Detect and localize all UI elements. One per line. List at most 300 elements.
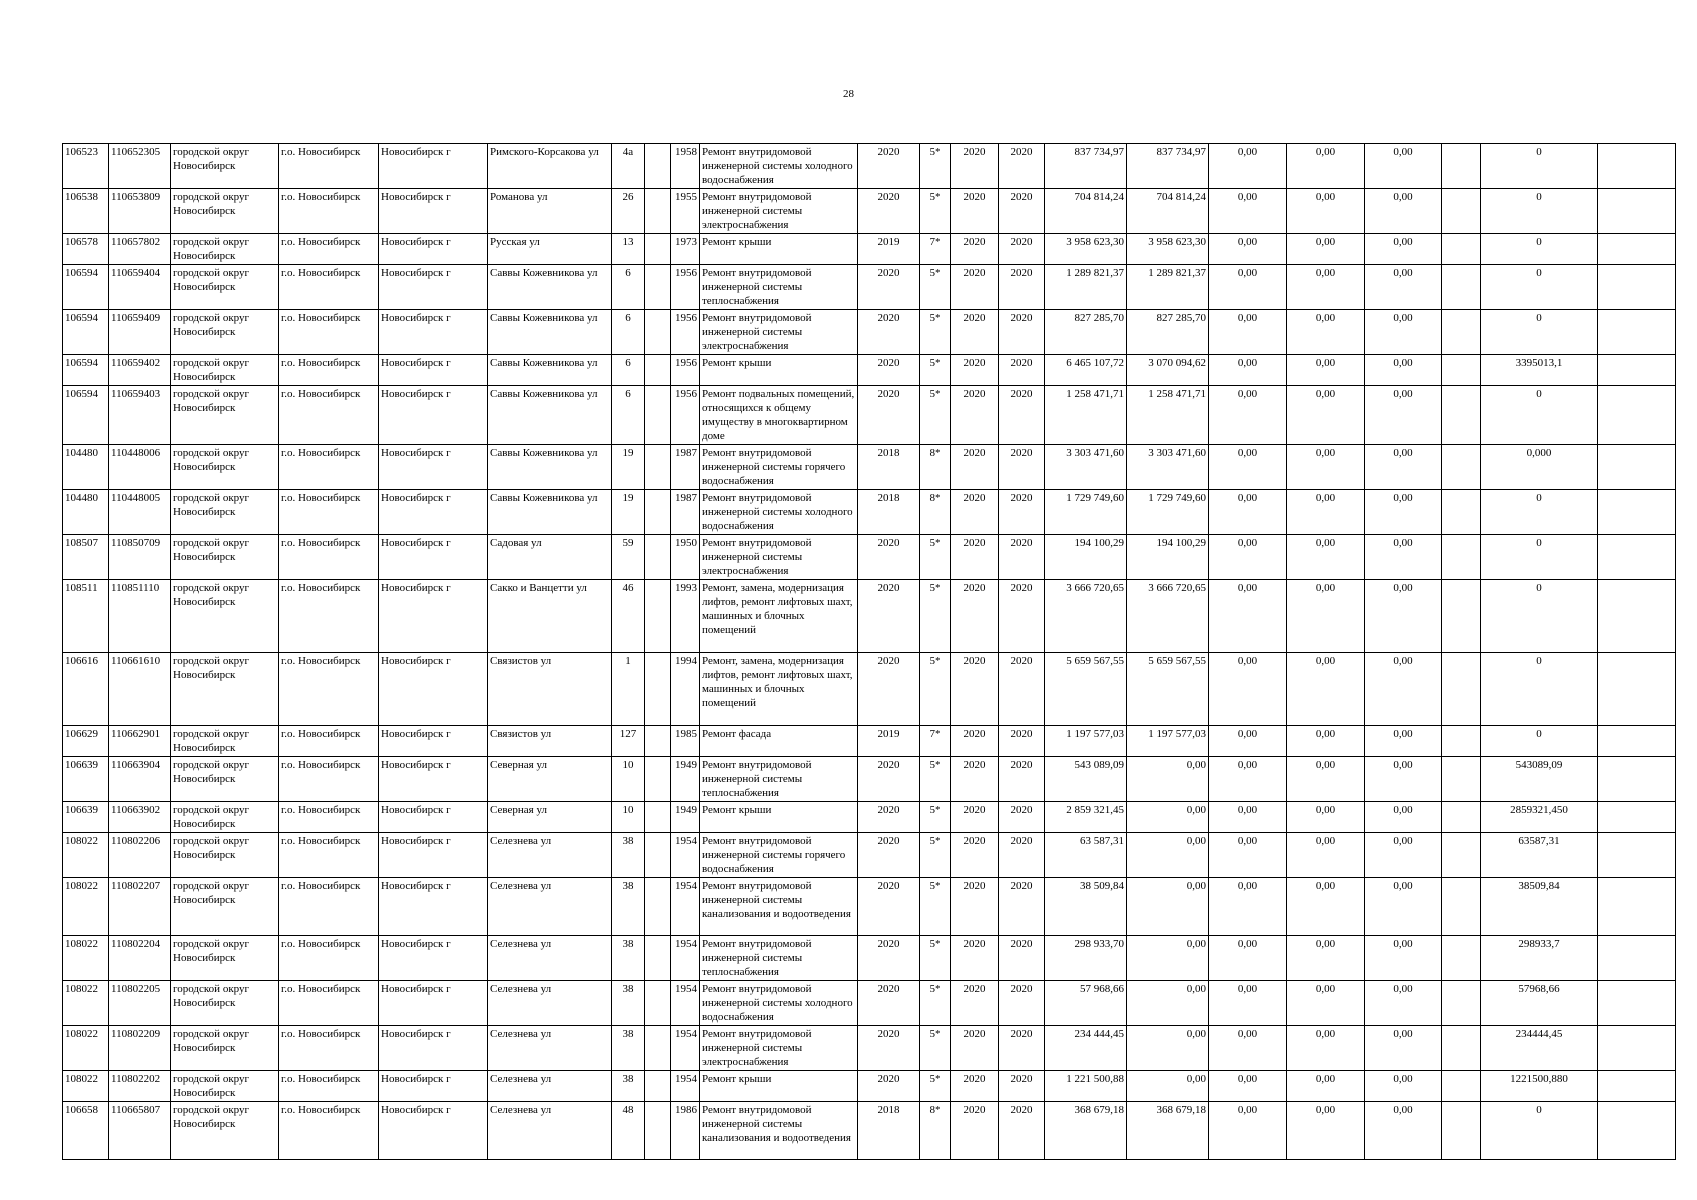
- empty-cell: [1442, 310, 1481, 355]
- municipality-cell: городской округ Новосибирск: [171, 726, 279, 757]
- priority-cell: 5*: [920, 981, 951, 1026]
- end-year-cell: 2020: [999, 580, 1045, 653]
- empty-cell: [1442, 265, 1481, 310]
- work-type-cell: Ремонт внутридомовой инженерной системы холодного водоснабжения: [700, 144, 858, 189]
- house-cell: 38: [612, 981, 645, 1026]
- plan-year-cell: 2020: [858, 310, 920, 355]
- district-cell: г.о. Новосибирск: [279, 936, 379, 981]
- table-row: [63, 726, 1676, 757]
- start-year-cell: 2020: [951, 265, 999, 310]
- work-type-cell: Ремонт внутридомовой инженерной системы электроснабжения: [700, 189, 858, 234]
- total-cost-cell: 543 089,09: [1045, 757, 1127, 802]
- priority-cell: 5*: [920, 1026, 951, 1071]
- end-year-cell: 2020: [999, 802, 1045, 833]
- regional-cell: 0,00: [1287, 936, 1365, 981]
- empty-cell: [1598, 310, 1676, 355]
- street-cell: Селезнева ул: [488, 981, 612, 1026]
- code-cell: 110653809: [109, 189, 171, 234]
- municipality-cell: городской округ Новосибирск: [171, 234, 279, 265]
- municipality-cell: городской округ Новосибирск: [171, 981, 279, 1026]
- empty-cell: [1442, 144, 1481, 189]
- municipality-cell: городской округ Новосибирск: [171, 490, 279, 535]
- federal-cell: 0,00: [1209, 386, 1287, 445]
- total-cost-cell: 827 285,70: [1045, 310, 1127, 355]
- start-year-cell: 2020: [951, 490, 999, 535]
- street-cell: Садовая ул: [488, 535, 612, 580]
- house-cell: 38: [612, 936, 645, 981]
- record-id-cell: 106639: [63, 802, 109, 833]
- plan-year-cell: 2018: [858, 445, 920, 490]
- year-cell: 1949: [671, 757, 700, 802]
- federal-cell: 0,00: [1209, 1071, 1287, 1102]
- building-cell: [645, 355, 671, 386]
- street-cell: Саввы Кожевникова ул: [488, 265, 612, 310]
- end-year-cell: 2020: [999, 189, 1045, 234]
- start-year-cell: 2020: [951, 535, 999, 580]
- record-id-cell: 108022: [63, 981, 109, 1026]
- building-cell: [645, 234, 671, 265]
- municipality-cell: городской округ Новосибирск: [171, 653, 279, 726]
- district-cell: г.о. Новосибирск: [279, 1026, 379, 1071]
- empty-cell: [1598, 726, 1676, 757]
- work-type-cell: Ремонт крыши: [700, 802, 858, 833]
- priority-cell: 5*: [920, 189, 951, 234]
- table-row: [63, 144, 1676, 189]
- code-cell: 110663902: [109, 802, 171, 833]
- local-cell: 0,00: [1365, 726, 1442, 757]
- end-year-cell: 2020: [999, 445, 1045, 490]
- empty-cell: [1442, 1026, 1481, 1071]
- record-id-cell: 108022: [63, 1026, 109, 1071]
- year-cell: 1955: [671, 189, 700, 234]
- district-cell: г.о. Новосибирск: [279, 653, 379, 726]
- owners-cell: 0: [1481, 1102, 1598, 1160]
- table-row: [63, 445, 1676, 490]
- building-cell: [645, 653, 671, 726]
- street-cell: Римского-Корсакова ул: [488, 144, 612, 189]
- federal-cell: 0,00: [1209, 981, 1287, 1026]
- street-cell: Северная ул: [488, 757, 612, 802]
- empty-cell: [1442, 445, 1481, 490]
- building-cell: [645, 802, 671, 833]
- district-cell: г.о. Новосибирск: [279, 355, 379, 386]
- record-id-cell: 108022: [63, 833, 109, 878]
- start-year-cell: 2020: [951, 833, 999, 878]
- city-cell: Новосибирск г: [379, 802, 488, 833]
- municipality-cell: городской округ Новосибирск: [171, 833, 279, 878]
- regional-cell: 0,00: [1287, 802, 1365, 833]
- empty-cell: [1598, 936, 1676, 981]
- code-cell: 110662901: [109, 726, 171, 757]
- work-type-cell: Ремонт внутридомовой инженерной системы канализования и водоотведения: [700, 1102, 858, 1160]
- city-cell: Новосибирск г: [379, 144, 488, 189]
- local-cell: 0,00: [1365, 189, 1442, 234]
- start-year-cell: 2020: [951, 234, 999, 265]
- house-cell: 10: [612, 802, 645, 833]
- work-type-cell: Ремонт внутридомовой инженерной системы теплоснабжения: [700, 936, 858, 981]
- local-cell: 0,00: [1365, 265, 1442, 310]
- plan-year-cell: 2020: [858, 653, 920, 726]
- fund-cost-cell: 3 666 720,65: [1127, 580, 1209, 653]
- plan-year-cell: 2020: [858, 386, 920, 445]
- total-cost-cell: 1 289 821,37: [1045, 265, 1127, 310]
- fund-cost-cell: 0,00: [1127, 833, 1209, 878]
- municipality-cell: городской округ Новосибирск: [171, 310, 279, 355]
- regional-cell: 0,00: [1287, 1102, 1365, 1160]
- fund-cost-cell: 1 289 821,37: [1127, 265, 1209, 310]
- year-cell: 1954: [671, 981, 700, 1026]
- house-cell: 38: [612, 878, 645, 936]
- record-id-cell: 106658: [63, 1102, 109, 1160]
- owners-cell: 1221500,880: [1481, 1071, 1598, 1102]
- street-cell: Связистов ул: [488, 726, 612, 757]
- federal-cell: 0,00: [1209, 580, 1287, 653]
- regional-cell: 0,00: [1287, 981, 1365, 1026]
- street-cell: Селезнева ул: [488, 1071, 612, 1102]
- street-cell: Сакко и Ванцетти ул: [488, 580, 612, 653]
- priority-cell: 8*: [920, 1102, 951, 1160]
- municipality-cell: городской округ Новосибирск: [171, 1026, 279, 1071]
- priority-cell: 5*: [920, 833, 951, 878]
- federal-cell: 0,00: [1209, 802, 1287, 833]
- end-year-cell: 2020: [999, 1102, 1045, 1160]
- street-cell: Романова ул: [488, 189, 612, 234]
- owners-cell: 0: [1481, 234, 1598, 265]
- municipality-cell: городской округ Новосибирск: [171, 1071, 279, 1102]
- code-cell: 110652305: [109, 144, 171, 189]
- year-cell: 1994: [671, 653, 700, 726]
- empty-cell: [1598, 833, 1676, 878]
- start-year-cell: 2020: [951, 445, 999, 490]
- plan-year-cell: 2020: [858, 833, 920, 878]
- table-row: [63, 535, 1676, 580]
- total-cost-cell: 194 100,29: [1045, 535, 1127, 580]
- municipality-cell: городской округ Новосибирск: [171, 802, 279, 833]
- year-cell: 1954: [671, 833, 700, 878]
- work-type-cell: Ремонт внутридомовой инженерной системы холодного водоснабжения: [700, 981, 858, 1026]
- regional-cell: 0,00: [1287, 757, 1365, 802]
- empty-cell: [1442, 234, 1481, 265]
- municipality-cell: городской округ Новосибирск: [171, 265, 279, 310]
- building-cell: [645, 1071, 671, 1102]
- record-id-cell: 106523: [63, 144, 109, 189]
- house-cell: 26: [612, 189, 645, 234]
- record-id-cell: 106629: [63, 726, 109, 757]
- start-year-cell: 2020: [951, 1026, 999, 1071]
- end-year-cell: 2020: [999, 310, 1045, 355]
- local-cell: 0,00: [1365, 802, 1442, 833]
- federal-cell: 0,00: [1209, 535, 1287, 580]
- table-row: [63, 490, 1676, 535]
- municipality-cell: городской округ Новосибирск: [171, 1102, 279, 1160]
- federal-cell: 0,00: [1209, 490, 1287, 535]
- plan-year-cell: 2019: [858, 726, 920, 757]
- regional-cell: 0,00: [1287, 1026, 1365, 1071]
- priority-cell: 5*: [920, 878, 951, 936]
- federal-cell: 0,00: [1209, 234, 1287, 265]
- empty-cell: [1598, 1102, 1676, 1160]
- table-row: [63, 936, 1676, 981]
- building-cell: [645, 1102, 671, 1160]
- code-cell: 110851110: [109, 580, 171, 653]
- empty-cell: [1442, 189, 1481, 234]
- code-cell: 110659409: [109, 310, 171, 355]
- city-cell: Новосибирск г: [379, 757, 488, 802]
- work-type-cell: Ремонт подвальных помещений, относящихся к общему имуществу в многоквартирном доме: [700, 386, 858, 445]
- year-cell: 1954: [671, 936, 700, 981]
- record-id-cell: 106594: [63, 310, 109, 355]
- plan-year-cell: 2020: [858, 189, 920, 234]
- district-cell: г.о. Новосибирск: [279, 981, 379, 1026]
- plan-year-cell: 2020: [858, 757, 920, 802]
- regional-cell: 0,00: [1287, 144, 1365, 189]
- district-cell: г.о. Новосибирск: [279, 310, 379, 355]
- start-year-cell: 2020: [951, 580, 999, 653]
- record-id-cell: 108022: [63, 1071, 109, 1102]
- priority-cell: 5*: [920, 355, 951, 386]
- work-type-cell: Ремонт внутридомовой инженерной системы холодного водоснабжения: [700, 490, 858, 535]
- start-year-cell: 2020: [951, 981, 999, 1026]
- district-cell: г.о. Новосибирск: [279, 726, 379, 757]
- year-cell: 1956: [671, 265, 700, 310]
- record-id-cell: 106594: [63, 355, 109, 386]
- plan-year-cell: 2020: [858, 535, 920, 580]
- empty-cell: [1598, 981, 1676, 1026]
- district-cell: г.о. Новосибирск: [279, 802, 379, 833]
- plan-year-cell: 2020: [858, 936, 920, 981]
- end-year-cell: 2020: [999, 1026, 1045, 1071]
- city-cell: Новосибирск г: [379, 1026, 488, 1071]
- plan-year-cell: 2020: [858, 580, 920, 653]
- fund-cost-cell: 0,00: [1127, 936, 1209, 981]
- table-row: [63, 757, 1676, 802]
- fund-cost-cell: 837 734,97: [1127, 144, 1209, 189]
- code-cell: 110661610: [109, 653, 171, 726]
- empty-cell: [1598, 490, 1676, 535]
- city-cell: Новосибирск г: [379, 310, 488, 355]
- end-year-cell: 2020: [999, 234, 1045, 265]
- owners-cell: 234444,45: [1481, 1026, 1598, 1071]
- fund-cost-cell: 0,00: [1127, 878, 1209, 936]
- table-row: [63, 1071, 1676, 1102]
- end-year-cell: 2020: [999, 386, 1045, 445]
- empty-cell: [1598, 580, 1676, 653]
- regional-cell: 0,00: [1287, 535, 1365, 580]
- total-cost-cell: 298 933,70: [1045, 936, 1127, 981]
- empty-cell: [1442, 653, 1481, 726]
- total-cost-cell: 3 666 720,65: [1045, 580, 1127, 653]
- table-row: [63, 189, 1676, 234]
- owners-cell: 0,000: [1481, 445, 1598, 490]
- owners-cell: 0: [1481, 189, 1598, 234]
- city-cell: Новосибирск г: [379, 445, 488, 490]
- district-cell: г.о. Новосибирск: [279, 1102, 379, 1160]
- fund-cost-cell: 194 100,29: [1127, 535, 1209, 580]
- code-cell: 110659404: [109, 265, 171, 310]
- district-cell: г.о. Новосибирск: [279, 445, 379, 490]
- priority-cell: 5*: [920, 802, 951, 833]
- empty-cell: [1598, 802, 1676, 833]
- plan-year-cell: 2020: [858, 144, 920, 189]
- building-cell: [645, 445, 671, 490]
- federal-cell: 0,00: [1209, 878, 1287, 936]
- local-cell: 0,00: [1365, 1026, 1442, 1071]
- empty-cell: [1598, 386, 1676, 445]
- regional-cell: 0,00: [1287, 234, 1365, 265]
- fund-cost-cell: 827 285,70: [1127, 310, 1209, 355]
- plan-year-cell: 2020: [858, 355, 920, 386]
- record-id-cell: 108511: [63, 580, 109, 653]
- city-cell: Новосибирск г: [379, 535, 488, 580]
- municipality-cell: городской округ Новосибирск: [171, 757, 279, 802]
- empty-cell: [1598, 265, 1676, 310]
- end-year-cell: 2020: [999, 936, 1045, 981]
- work-type-cell: Ремонт крыши: [700, 1071, 858, 1102]
- regional-cell: 0,00: [1287, 1071, 1365, 1102]
- year-cell: 1954: [671, 878, 700, 936]
- plan-year-cell: 2020: [858, 802, 920, 833]
- fund-cost-cell: 1 197 577,03: [1127, 726, 1209, 757]
- empty-cell: [1598, 189, 1676, 234]
- owners-cell: 0: [1481, 726, 1598, 757]
- empty-cell: [1442, 878, 1481, 936]
- work-type-cell: Ремонт фасада: [700, 726, 858, 757]
- regional-cell: 0,00: [1287, 355, 1365, 386]
- owners-cell: 2859321,450: [1481, 802, 1598, 833]
- end-year-cell: 2020: [999, 144, 1045, 189]
- city-cell: Новосибирск г: [379, 936, 488, 981]
- code-cell: 110659403: [109, 386, 171, 445]
- building-cell: [645, 535, 671, 580]
- code-cell: 110665807: [109, 1102, 171, 1160]
- house-cell: 6: [612, 265, 645, 310]
- fund-cost-cell: 0,00: [1127, 757, 1209, 802]
- house-cell: 46: [612, 580, 645, 653]
- table-row: [63, 265, 1676, 310]
- empty-cell: [1442, 757, 1481, 802]
- regional-cell: 0,00: [1287, 265, 1365, 310]
- empty-cell: [1598, 757, 1676, 802]
- empty-cell: [1598, 1071, 1676, 1102]
- table-row: [63, 355, 1676, 386]
- district-cell: г.о. Новосибирск: [279, 144, 379, 189]
- municipality-cell: городской округ Новосибирск: [171, 144, 279, 189]
- federal-cell: 0,00: [1209, 1026, 1287, 1071]
- code-cell: 110802205: [109, 981, 171, 1026]
- priority-cell: 7*: [920, 234, 951, 265]
- building-cell: [645, 1026, 671, 1071]
- priority-cell: 5*: [920, 653, 951, 726]
- street-cell: Саввы Кожевникова ул: [488, 490, 612, 535]
- code-cell: 110659402: [109, 355, 171, 386]
- fund-cost-cell: 3 958 623,30: [1127, 234, 1209, 265]
- street-cell: Селезнева ул: [488, 1026, 612, 1071]
- total-cost-cell: 1 258 471,71: [1045, 386, 1127, 445]
- district-cell: г.о. Новосибирск: [279, 833, 379, 878]
- building-cell: [645, 265, 671, 310]
- building-cell: [645, 833, 671, 878]
- federal-cell: 0,00: [1209, 757, 1287, 802]
- year-cell: 1993: [671, 580, 700, 653]
- table-body: [63, 144, 1676, 1160]
- total-cost-cell: 1 221 500,88: [1045, 1071, 1127, 1102]
- local-cell: 0,00: [1365, 833, 1442, 878]
- federal-cell: 0,00: [1209, 445, 1287, 490]
- house-cell: 127: [612, 726, 645, 757]
- empty-cell: [1442, 535, 1481, 580]
- priority-cell: 8*: [920, 490, 951, 535]
- regional-cell: 0,00: [1287, 653, 1365, 726]
- end-year-cell: 2020: [999, 1071, 1045, 1102]
- code-cell: 110850709: [109, 535, 171, 580]
- local-cell: 0,00: [1365, 981, 1442, 1026]
- empty-cell: [1598, 144, 1676, 189]
- district-cell: г.о. Новосибирск: [279, 234, 379, 265]
- code-cell: 110663904: [109, 757, 171, 802]
- year-cell: 1985: [671, 726, 700, 757]
- district-cell: г.о. Новосибирск: [279, 490, 379, 535]
- owners-cell: 57968,66: [1481, 981, 1598, 1026]
- empty-cell: [1442, 490, 1481, 535]
- end-year-cell: 2020: [999, 490, 1045, 535]
- total-cost-cell: 1 729 749,60: [1045, 490, 1127, 535]
- code-cell: 110802206: [109, 833, 171, 878]
- table-row: [63, 653, 1676, 726]
- work-type-cell: Ремонт внутридомовой инженерной системы теплоснабжения: [700, 757, 858, 802]
- federal-cell: 0,00: [1209, 833, 1287, 878]
- total-cost-cell: 368 679,18: [1045, 1102, 1127, 1160]
- total-cost-cell: 63 587,31: [1045, 833, 1127, 878]
- owners-cell: 63587,31: [1481, 833, 1598, 878]
- building-cell: [645, 490, 671, 535]
- start-year-cell: 2020: [951, 1102, 999, 1160]
- priority-cell: 5*: [920, 757, 951, 802]
- owners-cell: 0: [1481, 490, 1598, 535]
- local-cell: 0,00: [1365, 1071, 1442, 1102]
- total-cost-cell: 704 814,24: [1045, 189, 1127, 234]
- city-cell: Новосибирск г: [379, 1071, 488, 1102]
- local-cell: 0,00: [1365, 144, 1442, 189]
- local-cell: 0,00: [1365, 535, 1442, 580]
- local-cell: 0,00: [1365, 445, 1442, 490]
- city-cell: Новосибирск г: [379, 653, 488, 726]
- table-row: [63, 310, 1676, 355]
- federal-cell: 0,00: [1209, 653, 1287, 726]
- total-cost-cell: 57 968,66: [1045, 981, 1127, 1026]
- plan-year-cell: 2018: [858, 490, 920, 535]
- year-cell: 1986: [671, 1102, 700, 1160]
- work-type-cell: Ремонт внутридомовой инженерной системы электроснабжения: [700, 535, 858, 580]
- table-row: [63, 580, 1676, 653]
- house-cell: 6: [612, 310, 645, 355]
- start-year-cell: 2020: [951, 757, 999, 802]
- fund-cost-cell: 1 258 471,71: [1127, 386, 1209, 445]
- house-cell: 38: [612, 833, 645, 878]
- local-cell: 0,00: [1365, 310, 1442, 355]
- empty-cell: [1442, 1102, 1481, 1160]
- owners-cell: 0: [1481, 386, 1598, 445]
- regional-cell: 0,00: [1287, 310, 1365, 355]
- code-cell: 110448006: [109, 445, 171, 490]
- table-row: [63, 1026, 1676, 1071]
- building-cell: [645, 726, 671, 757]
- start-year-cell: 2020: [951, 144, 999, 189]
- empty-cell: [1598, 445, 1676, 490]
- city-cell: Новосибирск г: [379, 490, 488, 535]
- building-cell: [645, 757, 671, 802]
- regional-cell: 0,00: [1287, 833, 1365, 878]
- empty-cell: [1442, 981, 1481, 1026]
